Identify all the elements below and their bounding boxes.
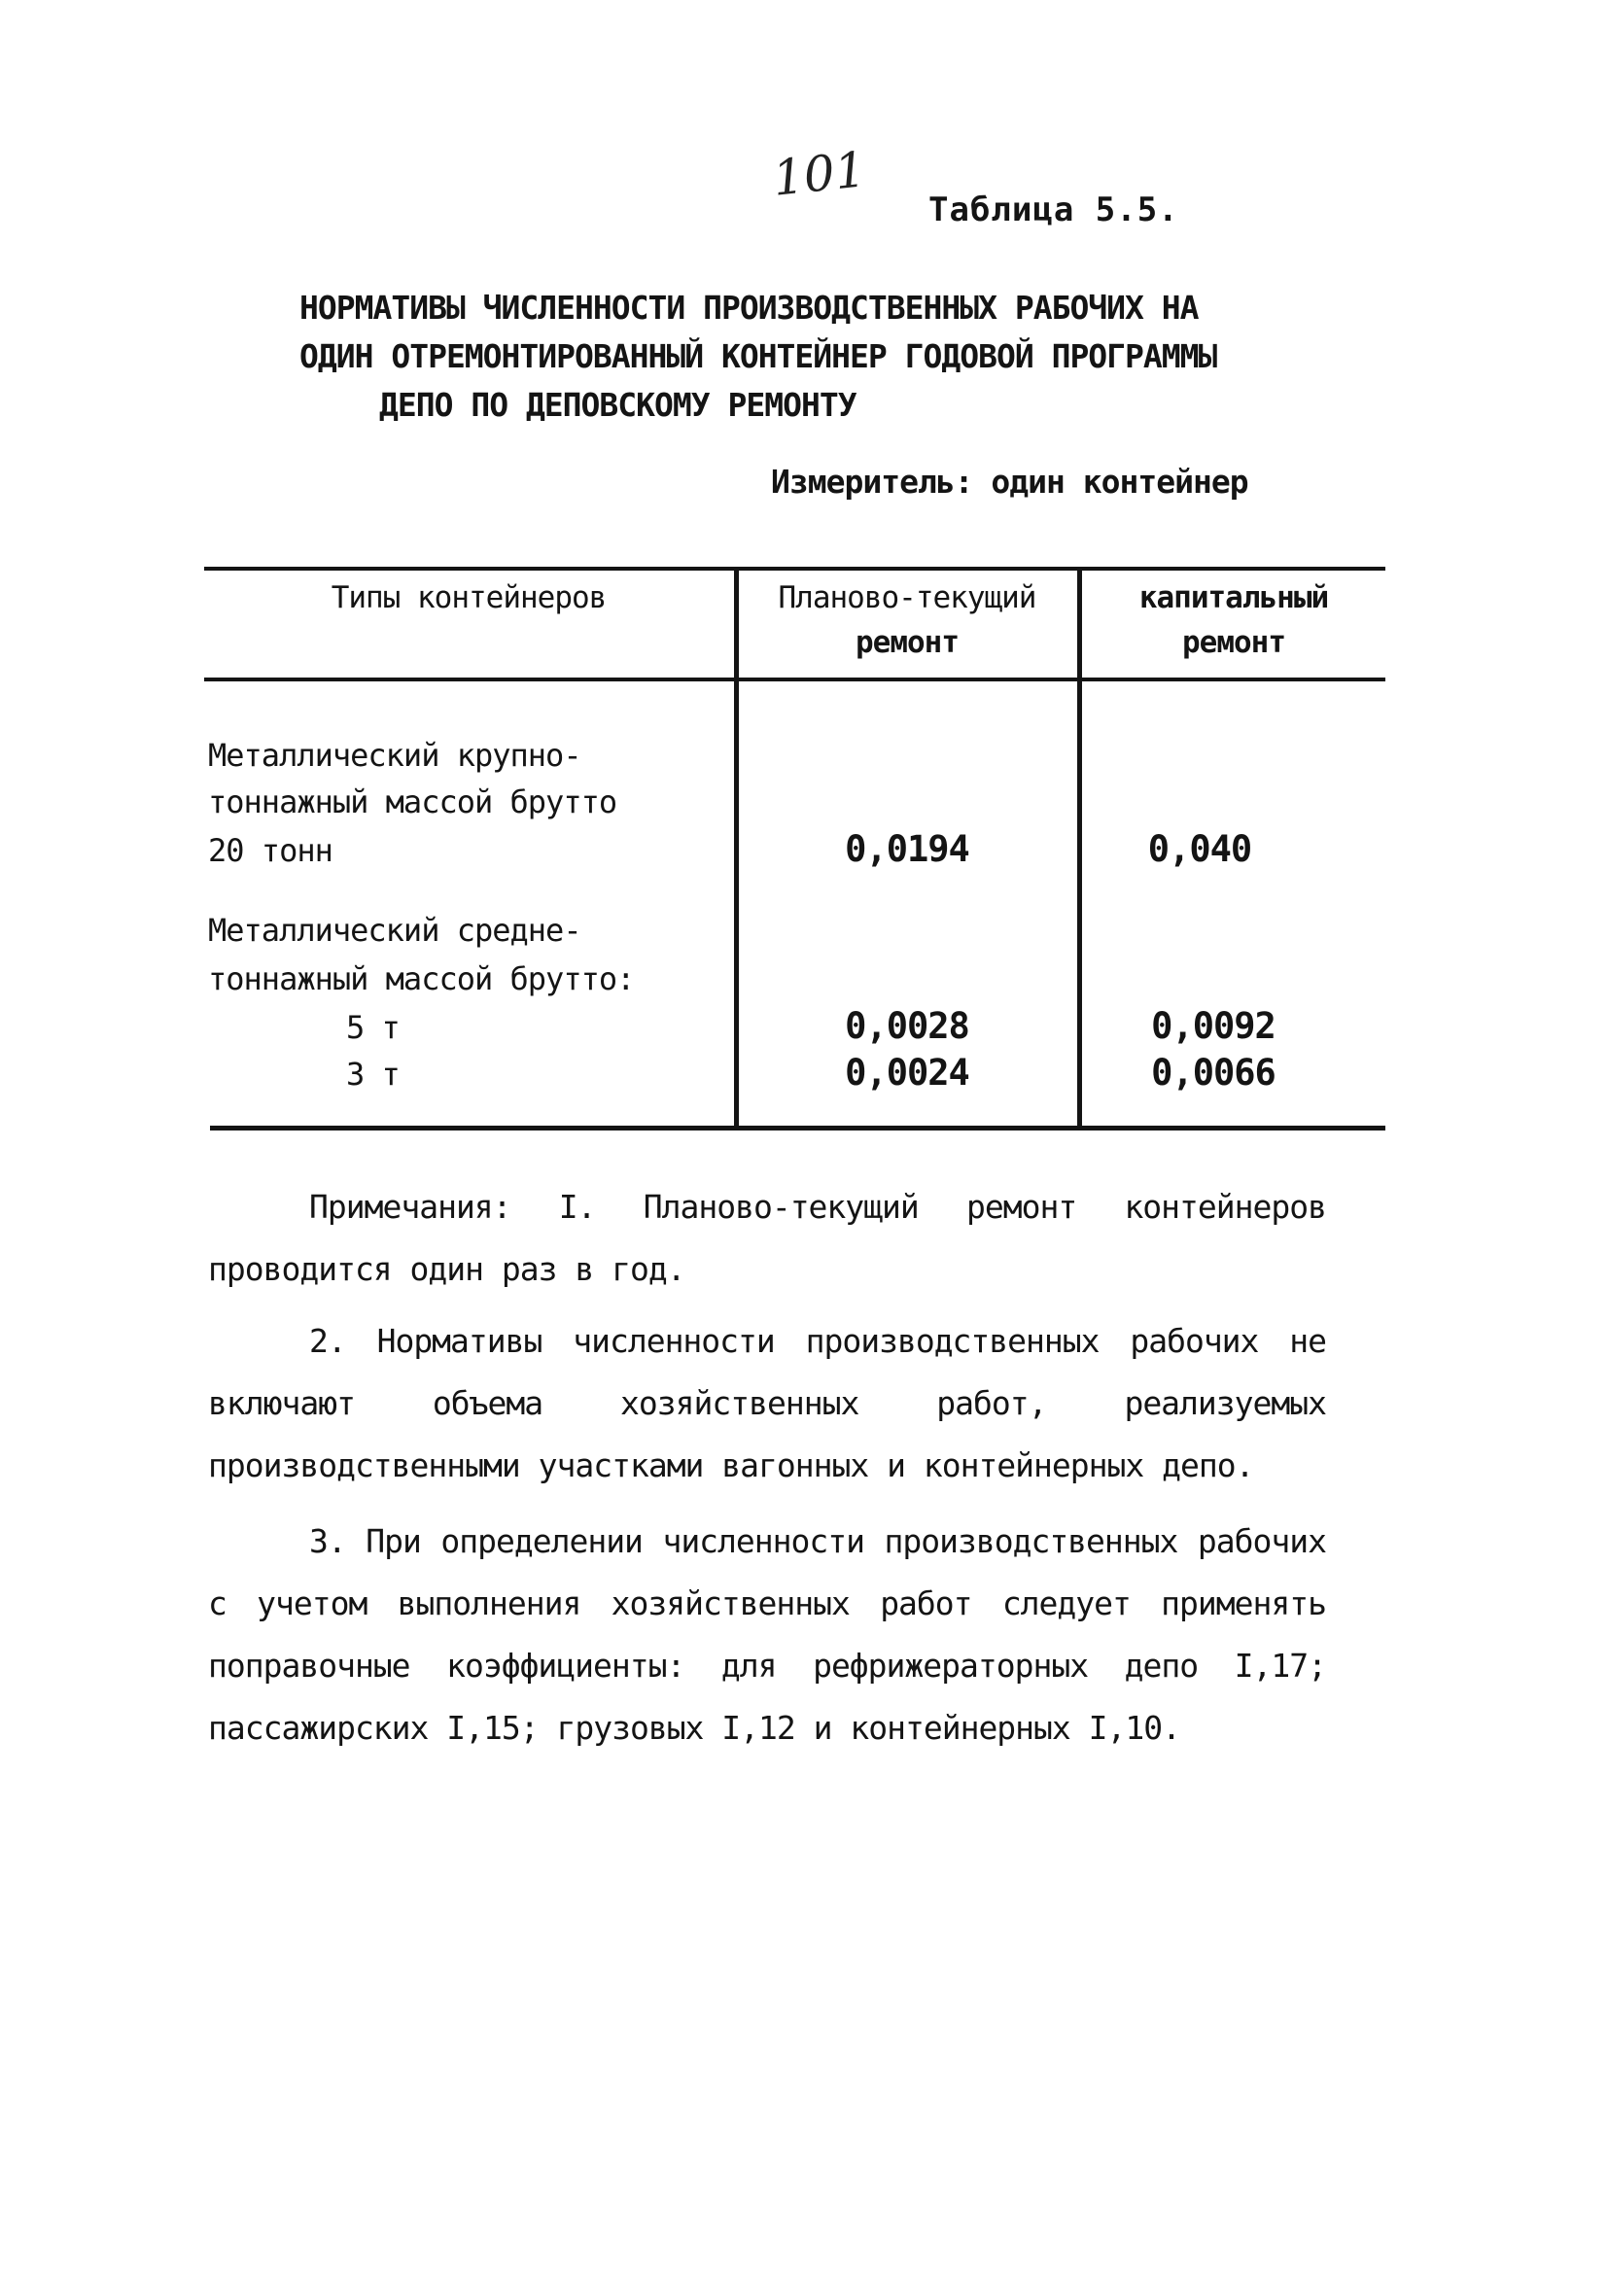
table-top-rule bbox=[204, 567, 1385, 571]
table-column-divider-2 bbox=[1077, 567, 1082, 1131]
unit-of-measure: Измеритель: один контейнер bbox=[771, 463, 1248, 501]
row-large-container-label-3: 20 тонн bbox=[208, 832, 332, 869]
header-planned-line-2: ремонт bbox=[856, 625, 959, 660]
row-medium-container-label-2: тоннажный массой брутто: bbox=[208, 960, 635, 997]
row-large-container-label-2: тоннажный массой брутто bbox=[208, 783, 617, 820]
header-capital-line-2: ремонт bbox=[1182, 625, 1285, 660]
row-5t-label: 5 т bbox=[346, 1009, 400, 1046]
value-5t-planned: 0,0028 bbox=[845, 1005, 969, 1047]
table-title bbox=[299, 284, 1320, 430]
value-large-capital: 0,040 bbox=[1147, 828, 1252, 870]
header-container-type: Типы контейнеров bbox=[331, 580, 607, 615]
note-1: Примечания: I. Планово-текущий ремонт контейнеров проводится один раз в год. bbox=[208, 1188, 1326, 1288]
notes-section bbox=[208, 1176, 1326, 1759]
title-line-3: ДЕПО ПО ДЕПОВСКОМУ РЕМОНТУ bbox=[379, 386, 856, 424]
header-planned-line-1: Планово-текущий bbox=[778, 580, 1036, 615]
table-label: Таблица 5.5. bbox=[928, 191, 1179, 229]
page-number: 101 bbox=[770, 141, 869, 207]
header-capital-line-1: капитальный bbox=[1138, 580, 1329, 615]
note-2: 2. Нормативы численности производственных рабочих не включают объема хозяйственных работ, реализуемых производственными участками вагонных и контейнерных депо. bbox=[208, 1322, 1326, 1484]
value-3t-capital: 0,0066 bbox=[1151, 1052, 1276, 1094]
title-line-1: НОРМАТИВЫ ЧИСЛЕННОСТИ ПРОИЗВОДСТВЕННЫХ РАБОЧИХ НА bbox=[299, 289, 1199, 327]
header-planned-repair bbox=[741, 575, 1073, 665]
table-header-rule bbox=[204, 678, 1385, 681]
value-large-planned: 0,0194 bbox=[845, 828, 969, 870]
value-5t-capital: 0,0092 bbox=[1151, 1005, 1276, 1047]
row-medium-container-label-1: Металлический средне- bbox=[208, 912, 581, 949]
note-3: 3. При определении численности производственных рабочих с учетом выполнения хозяйственных работ следует применять поправочные коэффициенты: для рефрижераторных депо I,17; пассажирских I,15; грузовых I,12 и контейнерных I,10. bbox=[208, 1522, 1326, 1747]
value-3t-planned: 0,0024 bbox=[845, 1052, 969, 1094]
header-capital-repair bbox=[1083, 575, 1384, 665]
table-bottom-rule bbox=[210, 1126, 1385, 1131]
row-3t-label: 3 т bbox=[346, 1056, 400, 1093]
title-line-2: ОДИН ОТРЕМОНТИРОВАННЫЙ КОНТЕЙНЕР ГОДОВОЙ ПРОГРАММЫ bbox=[299, 337, 1217, 375]
table-column-divider-1 bbox=[734, 567, 739, 1131]
row-large-container-label-1: Металлический крупно- bbox=[208, 737, 581, 774]
